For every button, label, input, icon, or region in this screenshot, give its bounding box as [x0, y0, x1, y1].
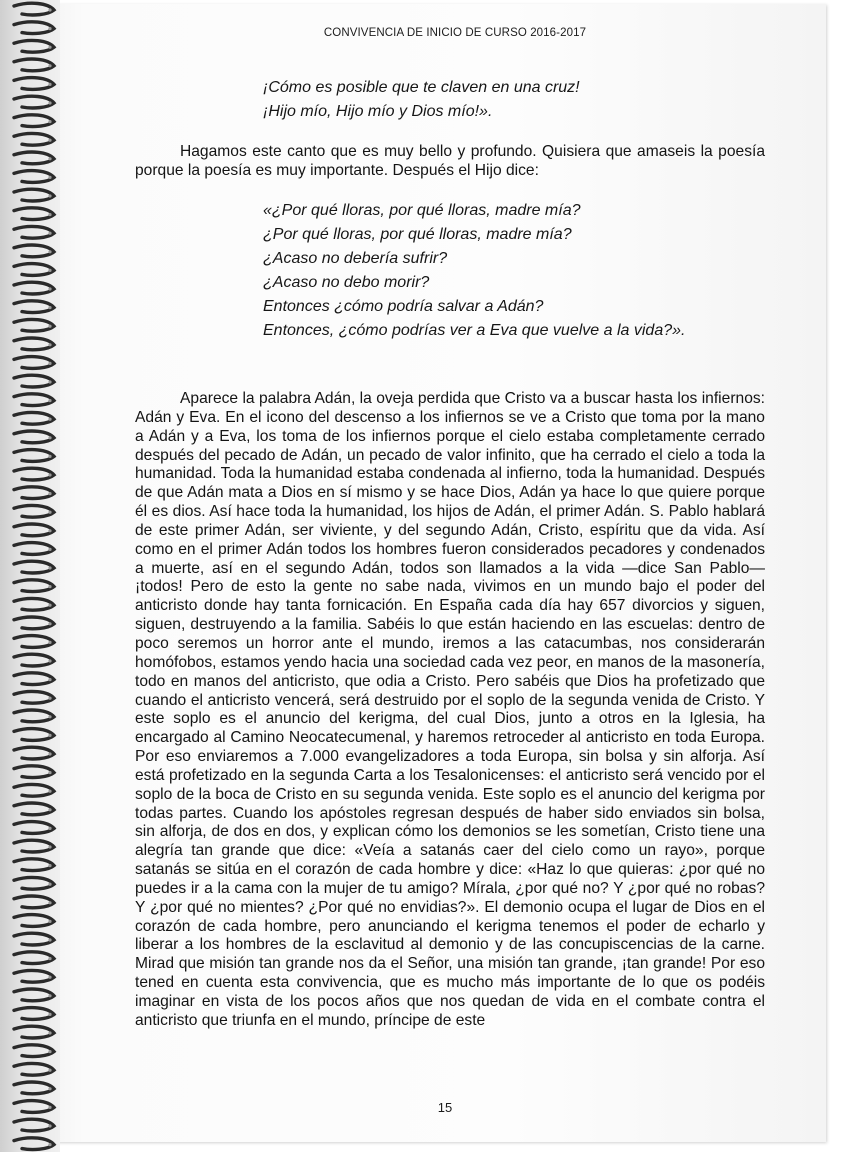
page-number: 15	[437, 1100, 453, 1115]
binding-hole	[48, 101, 51, 104]
spiral-coil-loop	[14, 859, 54, 871]
spiral-coil-loop	[14, 636, 54, 648]
spiral-coil-loop	[14, 1082, 54, 1094]
spiral-coil-loop	[14, 152, 54, 164]
spiral-coil-loop	[14, 524, 54, 536]
poem-line: «¿Por qué lloras, por qué lloras, madre mía?	[263, 202, 581, 219]
binding-hole	[48, 1031, 51, 1034]
binding-hole	[48, 678, 51, 681]
poem-line: ¡Cómo es posible que te claven en una cruz!	[263, 79, 580, 96]
poem-line: ¿Acaso no debería sufrir?	[263, 250, 448, 267]
spiral-coil-loop	[14, 766, 54, 778]
binding-hole	[48, 213, 51, 216]
spiral-coil-loop	[14, 115, 54, 127]
spiral-coil-loop	[14, 338, 54, 350]
spiral-coil-loop	[14, 319, 54, 331]
binding-hole	[48, 1050, 51, 1053]
binding-hole	[48, 83, 51, 86]
spiral-coil-loop	[14, 357, 54, 369]
binding-hole	[48, 436, 51, 439]
binding-hole	[48, 752, 51, 755]
binding-hole	[48, 529, 51, 532]
binding-hole	[48, 659, 51, 662]
poem-line: ¿Acaso no debo morir?	[263, 274, 430, 291]
spiral-coil-loop	[14, 301, 54, 313]
binding-hole	[48, 1143, 51, 1146]
binding-hole	[48, 1087, 51, 1090]
binding-hole	[48, 120, 51, 123]
binding-hole	[48, 176, 51, 179]
binding-hole	[48, 585, 51, 588]
binding-hole	[48, 622, 51, 625]
spiral-coil-loop	[14, 747, 54, 759]
binding-hole	[48, 306, 51, 309]
binding-hole	[48, 864, 51, 867]
spiral-coil-loop	[14, 1063, 54, 1075]
spiral-coil-loop	[14, 487, 54, 499]
spiral-coil-loop	[14, 952, 54, 964]
spiral-coil-loop	[14, 598, 54, 610]
binding-hole	[48, 883, 51, 886]
spiral-coil-loop	[14, 96, 54, 108]
spiral-coil-loop	[14, 3, 54, 15]
spiral-coil-loop	[14, 505, 54, 517]
spiral-coil-loop	[14, 133, 54, 145]
binding-hole	[48, 901, 51, 904]
spiral-coil-loop	[14, 468, 54, 480]
spiral-coil-loop	[14, 933, 54, 945]
spiral-coil-loop	[14, 580, 54, 592]
binding-hole	[48, 808, 51, 811]
poem-line: ¡Hijo mío, Hijo mío y Dios mío!».	[263, 103, 493, 120]
spiral-coil-loop	[14, 896, 54, 908]
spiral-coil-loop	[14, 803, 54, 815]
spiral-coil-loop	[14, 450, 54, 462]
binding-hole	[48, 287, 51, 290]
spiral-binding	[0, 0, 60, 1152]
binding-hole	[48, 455, 51, 458]
spiral-coil-loop	[14, 543, 54, 555]
binding-hole	[48, 566, 51, 569]
binding-hole	[48, 771, 51, 774]
binding-hole	[48, 920, 51, 923]
spiral-coil-loop	[14, 394, 54, 406]
intro-paragraph: Hagamos este canto que es muy bello y profundo. Quisiera que amaseis la poesía porque la poesía es muy importante. Después el Hijo dice:	[135, 143, 765, 179]
binding-hole	[48, 343, 51, 346]
binding-hole	[48, 938, 51, 941]
spiral-coil-loop	[14, 989, 54, 1001]
binding-hole	[48, 1106, 51, 1109]
spiral-coil-loop	[14, 729, 54, 741]
binding-hole	[48, 976, 51, 979]
spiral-coil-loop	[14, 375, 54, 387]
spiral-coil-loop	[14, 1045, 54, 1057]
binding-hole	[48, 325, 51, 328]
spiral-coil-loop	[14, 59, 54, 71]
spiral-coil-loop	[14, 877, 54, 889]
binding-hole	[48, 994, 51, 997]
binding-hole	[48, 1124, 51, 1127]
binding-hole	[48, 827, 51, 830]
spiral-coil-loop	[14, 822, 54, 834]
spiral-coil-loop	[14, 691, 54, 703]
poem-middle	[263, 199, 685, 343]
spiral-coil-loop	[14, 40, 54, 52]
binding-hole	[48, 492, 51, 495]
spiral-coil-loop	[14, 1026, 54, 1038]
spiral-coil-loop	[14, 1119, 54, 1131]
binding-hole	[48, 399, 51, 402]
spiral-coil-loop	[14, 673, 54, 685]
binding-hole	[48, 511, 51, 514]
spiral-coil-loop	[14, 78, 54, 90]
binding-hole	[48, 8, 51, 11]
binding-hole	[48, 1069, 51, 1072]
spiral-coil-loop	[14, 1008, 54, 1020]
binding-hole	[48, 250, 51, 253]
spiral-coil-loop	[14, 970, 54, 982]
poem-top	[263, 76, 580, 124]
binding-hole	[48, 1013, 51, 1016]
binding-hole	[48, 232, 51, 235]
poem-line: ¿Por qué lloras, por qué lloras, madre mía?	[263, 226, 572, 243]
spiral-coil-loop	[14, 561, 54, 573]
poem-line: Entonces ¿cómo podría salvar a Adán?	[263, 298, 544, 315]
binding-hole	[48, 790, 51, 793]
spiral-coil-loop	[14, 245, 54, 257]
spiral-coil-loop	[14, 189, 54, 201]
binding-hole	[48, 604, 51, 607]
binding-hole	[48, 697, 51, 700]
spiral-coil-loop	[14, 1101, 54, 1113]
spiral-coil-loop	[14, 171, 54, 183]
binding-hole	[48, 845, 51, 848]
binding-hole	[48, 139, 51, 142]
spiral-coil-loop	[14, 840, 54, 852]
binding-hole	[48, 380, 51, 383]
binding-hole	[48, 64, 51, 67]
spiral-coil-loop	[14, 412, 54, 424]
spiral-coil-loop	[14, 22, 54, 34]
spiral-coil-loop	[14, 915, 54, 927]
binding-hole	[48, 157, 51, 160]
binding-hole	[48, 418, 51, 421]
binding-hole	[48, 548, 51, 551]
binding-hole	[48, 269, 51, 272]
binding-hole	[48, 641, 51, 644]
binding-hole	[48, 734, 51, 737]
spiral-coil-loop	[14, 264, 54, 276]
spiral-coil-loop	[14, 208, 54, 220]
main-paragraph: Aparece la palabra Adán, la oveja perdida que Cristo va a buscar hasta los infiernos: Adán y Eva. En el icono del descenso a los infiernos se ve a Cristo que toma por la mano a Adán y a Eva, los toma de los infiernos porque el cielo estaba completamente cerrado después del pecado de Adán, un pecado de valor infinito, que ha cerrado el cielo a toda la humanidad. Toda la humanidad estaba condenada al infierno, toda la humanidad. Después de que Adán mata a Dios en sí mismo y se hace Dios, Adán ya hace lo que quiere porque él es dios. Así hace toda la humanidad, los hijos de Adán, el primer Adán. S. Pablo hablará de este primer Adán, ser viviente, y del segundo Adán, Cristo, espíritu que da vida. Así como en el primer Adán todos los hombres fueron considerados pecadores y condenados a muerte, así en el segundo Adán, todos son llamados a la vida —dice San Pablo— ¡todos! Pero de esto la gente no sabe nada, vivimos en un mundo bajo el poder del anticristo donde hay tanta fornicación. En España cada día hay 657 divorcios y siguen, siguen, destruyendo a la familia. Sabéis lo que están haciendo en las escuelas: dentro de poco seremos un horror ante el mundo, iremos a las catacumbas, nos considerarán homófobos, estamos yendo hacia una sociedad cada vez peor, en manos de la masonería, todo en manos del anticristo, que odia a Cristo. Pero sabéis que Dios ha profetizado que cuando el anticristo vencerá, será destruido por el soplo de la segunda venida de Cristo. Y este soplo es el anuncio del kerigma, del cual Dios, junto a otros en la Iglesia, ha encargado al Camino Neocatecumenal, y haremos retroceder al anticristo en toda Europa. Por eso enviaremos a 7.000 evangelizadores a toda Europa, sin bolsa y sin alforja. Así está profetizado en la segunda Carta a los Tesalonicenses: el anticristo será vencido por el soplo de la boca de Cristo en su segunda venida. Este soplo es el anuncio del kerigma por todas partes. Cuando los apóstoles regresan después de haber sido enviados sin bolsa, sin alforja, de dos en dos, y explican cómo los demonios se les sometían, Cristo tiene una alegría tan grande que dice: «Veía a satanás caer del cielo como un rayo», porque satanás se sitúa en el corazón de cada hombre y dice: «Haz lo que quieras: ¿por qué no puedes ir a la cama con la mujer de tu amigo? Mírala, ¿por qué no? Y ¿por qué no robas? Y ¿por qué no mientes? ¿Por qué no envidias?». El demonio ocupa el lugar de Dios en el corazón de cada hombre, pero anunciando el kerigma tenemos el poder de echarlo y liberar a los hombres de la esclavitud al demonio y de las concupiscencias de la carne. Mirad que misión tan grande nos da el Señor, una misión tan grande, ¡tan grande! Por eso tened en cuenta esta convivencia, que es mucho más importante de lo que os podéis imaginar en vista de los pocos años que nos quedan de vida en el combate contra el anticristo que triunfa en el mundo, príncipe de este	[135, 390, 765, 1029]
spiral-coil-loop	[14, 431, 54, 443]
spiral-coil-loop	[14, 784, 54, 796]
spiral-coil-loop	[14, 1138, 54, 1150]
spiral-coil-loop	[14, 226, 54, 238]
binding-hole	[48, 46, 51, 49]
binding-hole	[48, 27, 51, 30]
binding-hole	[48, 715, 51, 718]
binding-hole	[48, 362, 51, 365]
spiral-coil-loop	[14, 617, 54, 629]
spiral-coil-graphic	[0, 0, 60, 1152]
binding-hole	[48, 194, 51, 197]
spiral-coil-loop	[14, 282, 54, 294]
binding-hole	[48, 957, 51, 960]
running-header: CONVIVENCIA DE INICIO DE CURSO 2016-2017	[323, 27, 587, 39]
spiral-coil-loop	[14, 654, 54, 666]
binding-hole	[48, 473, 51, 476]
poem-line: Entonces, ¿cómo podrías ver a Eva que vuelve a la vida?».	[263, 322, 686, 339]
spiral-coil-loop	[14, 710, 54, 722]
